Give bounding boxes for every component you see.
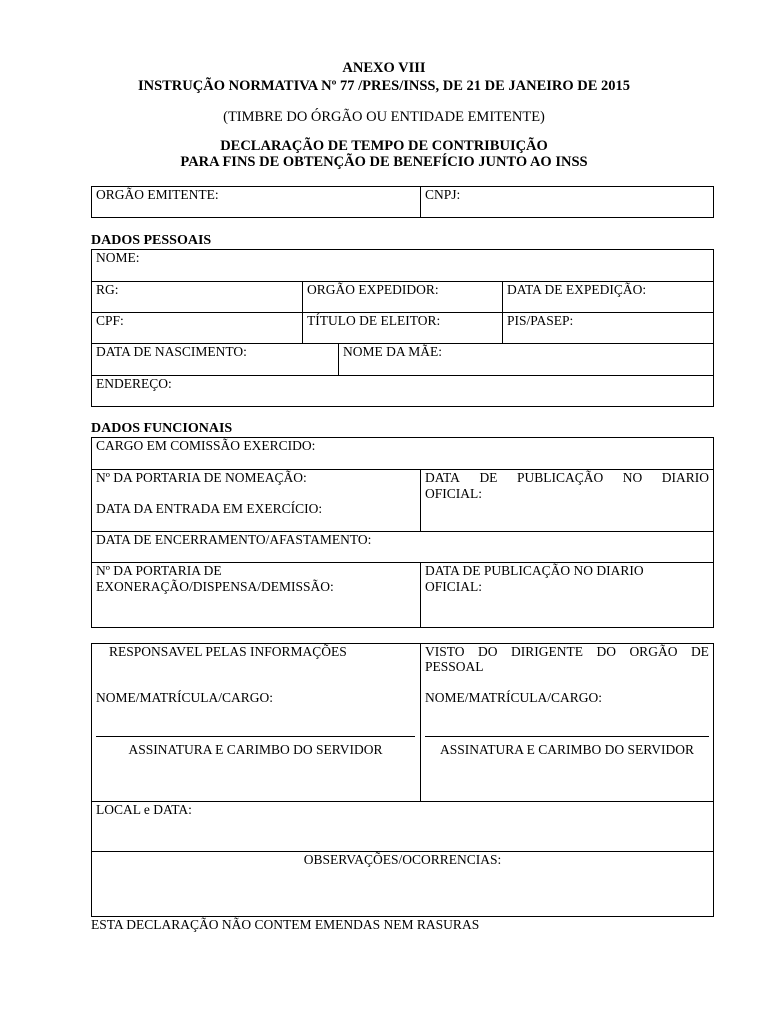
document-title-line1: DECLARAÇÃO DE TEMPO DE CONTRIBUIÇÃO [220, 138, 548, 154]
place-date-field[interactable]: LOCAL e DATA: [96, 802, 192, 817]
responsible-heading: RESPONSAVEL PELAS INFORMAÇÕES [109, 644, 347, 659]
address-field[interactable]: ENDEREÇO: [96, 376, 172, 391]
normative-instruction: INSTRUÇÃO NORMATIVA Nº 77 /PRES/INSS, DE 21 DE JANEIRO DE 2015 [137, 78, 631, 94]
signature-caption-right: ASSINATURA E CARIMBO DO SERVIDOR [440, 742, 694, 757]
signature-caption-left: ASSINATURA E CARIMBO DO SERVIDOR [128, 742, 383, 757]
row-divider [91, 375, 714, 376]
signature-line-right[interactable] [425, 736, 709, 737]
position-field[interactable]: CARGO EM COMISSÃO EXERCIDO: [96, 438, 316, 453]
column-divider [502, 281, 503, 343]
column-divider [420, 562, 421, 628]
director-visa-line2: PESSOAL [425, 659, 484, 674]
observations-field[interactable]: OBSERVAÇÕES/OCORRENCIAS: [303, 852, 502, 867]
name-field[interactable]: NOME: [96, 250, 140, 265]
responsible-name-registration-field[interactable]: NOME/MATRÍCULA/CARGO: [96, 690, 274, 705]
issuing-organ-field[interactable]: ORGÃO EXPEDIDOR: [307, 282, 439, 297]
functional-data-heading: DADOS FUNCIONAIS [91, 421, 233, 436]
issuer-organ-field[interactable]: ORGÃO EMITENTE: [96, 187, 219, 202]
entry-date-field[interactable]: DATA DA ENTRADA EM EXERCÍCIO: [96, 501, 323, 516]
mother-name-field[interactable]: NOME DA MÃE: [343, 344, 443, 359]
publication-date-2-line2: OFICIAL: [425, 579, 482, 594]
issuer-divider [420, 186, 421, 218]
column-divider [420, 469, 421, 531]
exoneration-ordinance-line2: EXONERAÇÃO/DISPENSA/DEMISSÃO: [96, 579, 334, 594]
signature-line-left[interactable] [96, 736, 415, 737]
column-divider [338, 343, 339, 375]
appointment-ordinance-field[interactable]: Nº DA PORTARIA DE NOMEAÇÃO: [96, 470, 307, 485]
voter-id-field[interactable]: TÍTULO DE ELEITOR: [307, 313, 441, 328]
no-amendments-statement: ESTA DECLARAÇÃO NÃO CONTEM EMENDAS NEM RASURAS [91, 917, 480, 932]
rg-field[interactable]: RG: [96, 282, 119, 297]
signatures-table [91, 643, 714, 917]
letterhead-placeholder: (TIMBRE DO ÓRGÃO OU ENTIDADE EMITENTE) [223, 109, 545, 125]
termination-date-field[interactable]: DATA DE ENCERRAMENTO/AFASTAMENTO: [96, 532, 372, 547]
publication-date-field-1[interactable]: DATA DE PUBLICAÇÃO NO DIARIO [425, 470, 709, 485]
document-title-line2: PARA FINS DE OBTENÇÃO DE BENEFÍCIO JUNTO AO INSS [180, 154, 588, 170]
personal-data-table [91, 249, 714, 407]
birth-date-field[interactable]: DATA DE NASCIMENTO: [96, 344, 247, 359]
annex-title: ANEXO VIII [342, 60, 426, 76]
personal-data-heading: DADOS PESSOAIS [91, 233, 212, 248]
column-divider [420, 643, 421, 801]
cpf-field[interactable]: CPF: [96, 313, 124, 328]
exoneration-ordinance-field[interactable]: Nº DA PORTARIA DE [96, 563, 222, 578]
publication-date-field-2[interactable]: DATA DE PUBLICAÇÃO NO DIARIO [425, 563, 644, 578]
director-name-registration-field[interactable]: NOME/MATRÍCULA/CARGO: [425, 690, 603, 705]
column-divider [302, 281, 303, 343]
pis-pasep-field[interactable]: PIS/PASEP: [507, 313, 574, 328]
issue-date-field[interactable]: DATA DE EXPEDIÇÃO: [507, 282, 647, 297]
issuer-cnpj-field[interactable]: CNPJ: [425, 187, 461, 202]
publication-date-1-line2: OFICIAL: [425, 486, 482, 501]
director-visa-heading: VISTO DO DIRIGENTE DO ORGÃO DE [425, 644, 709, 659]
